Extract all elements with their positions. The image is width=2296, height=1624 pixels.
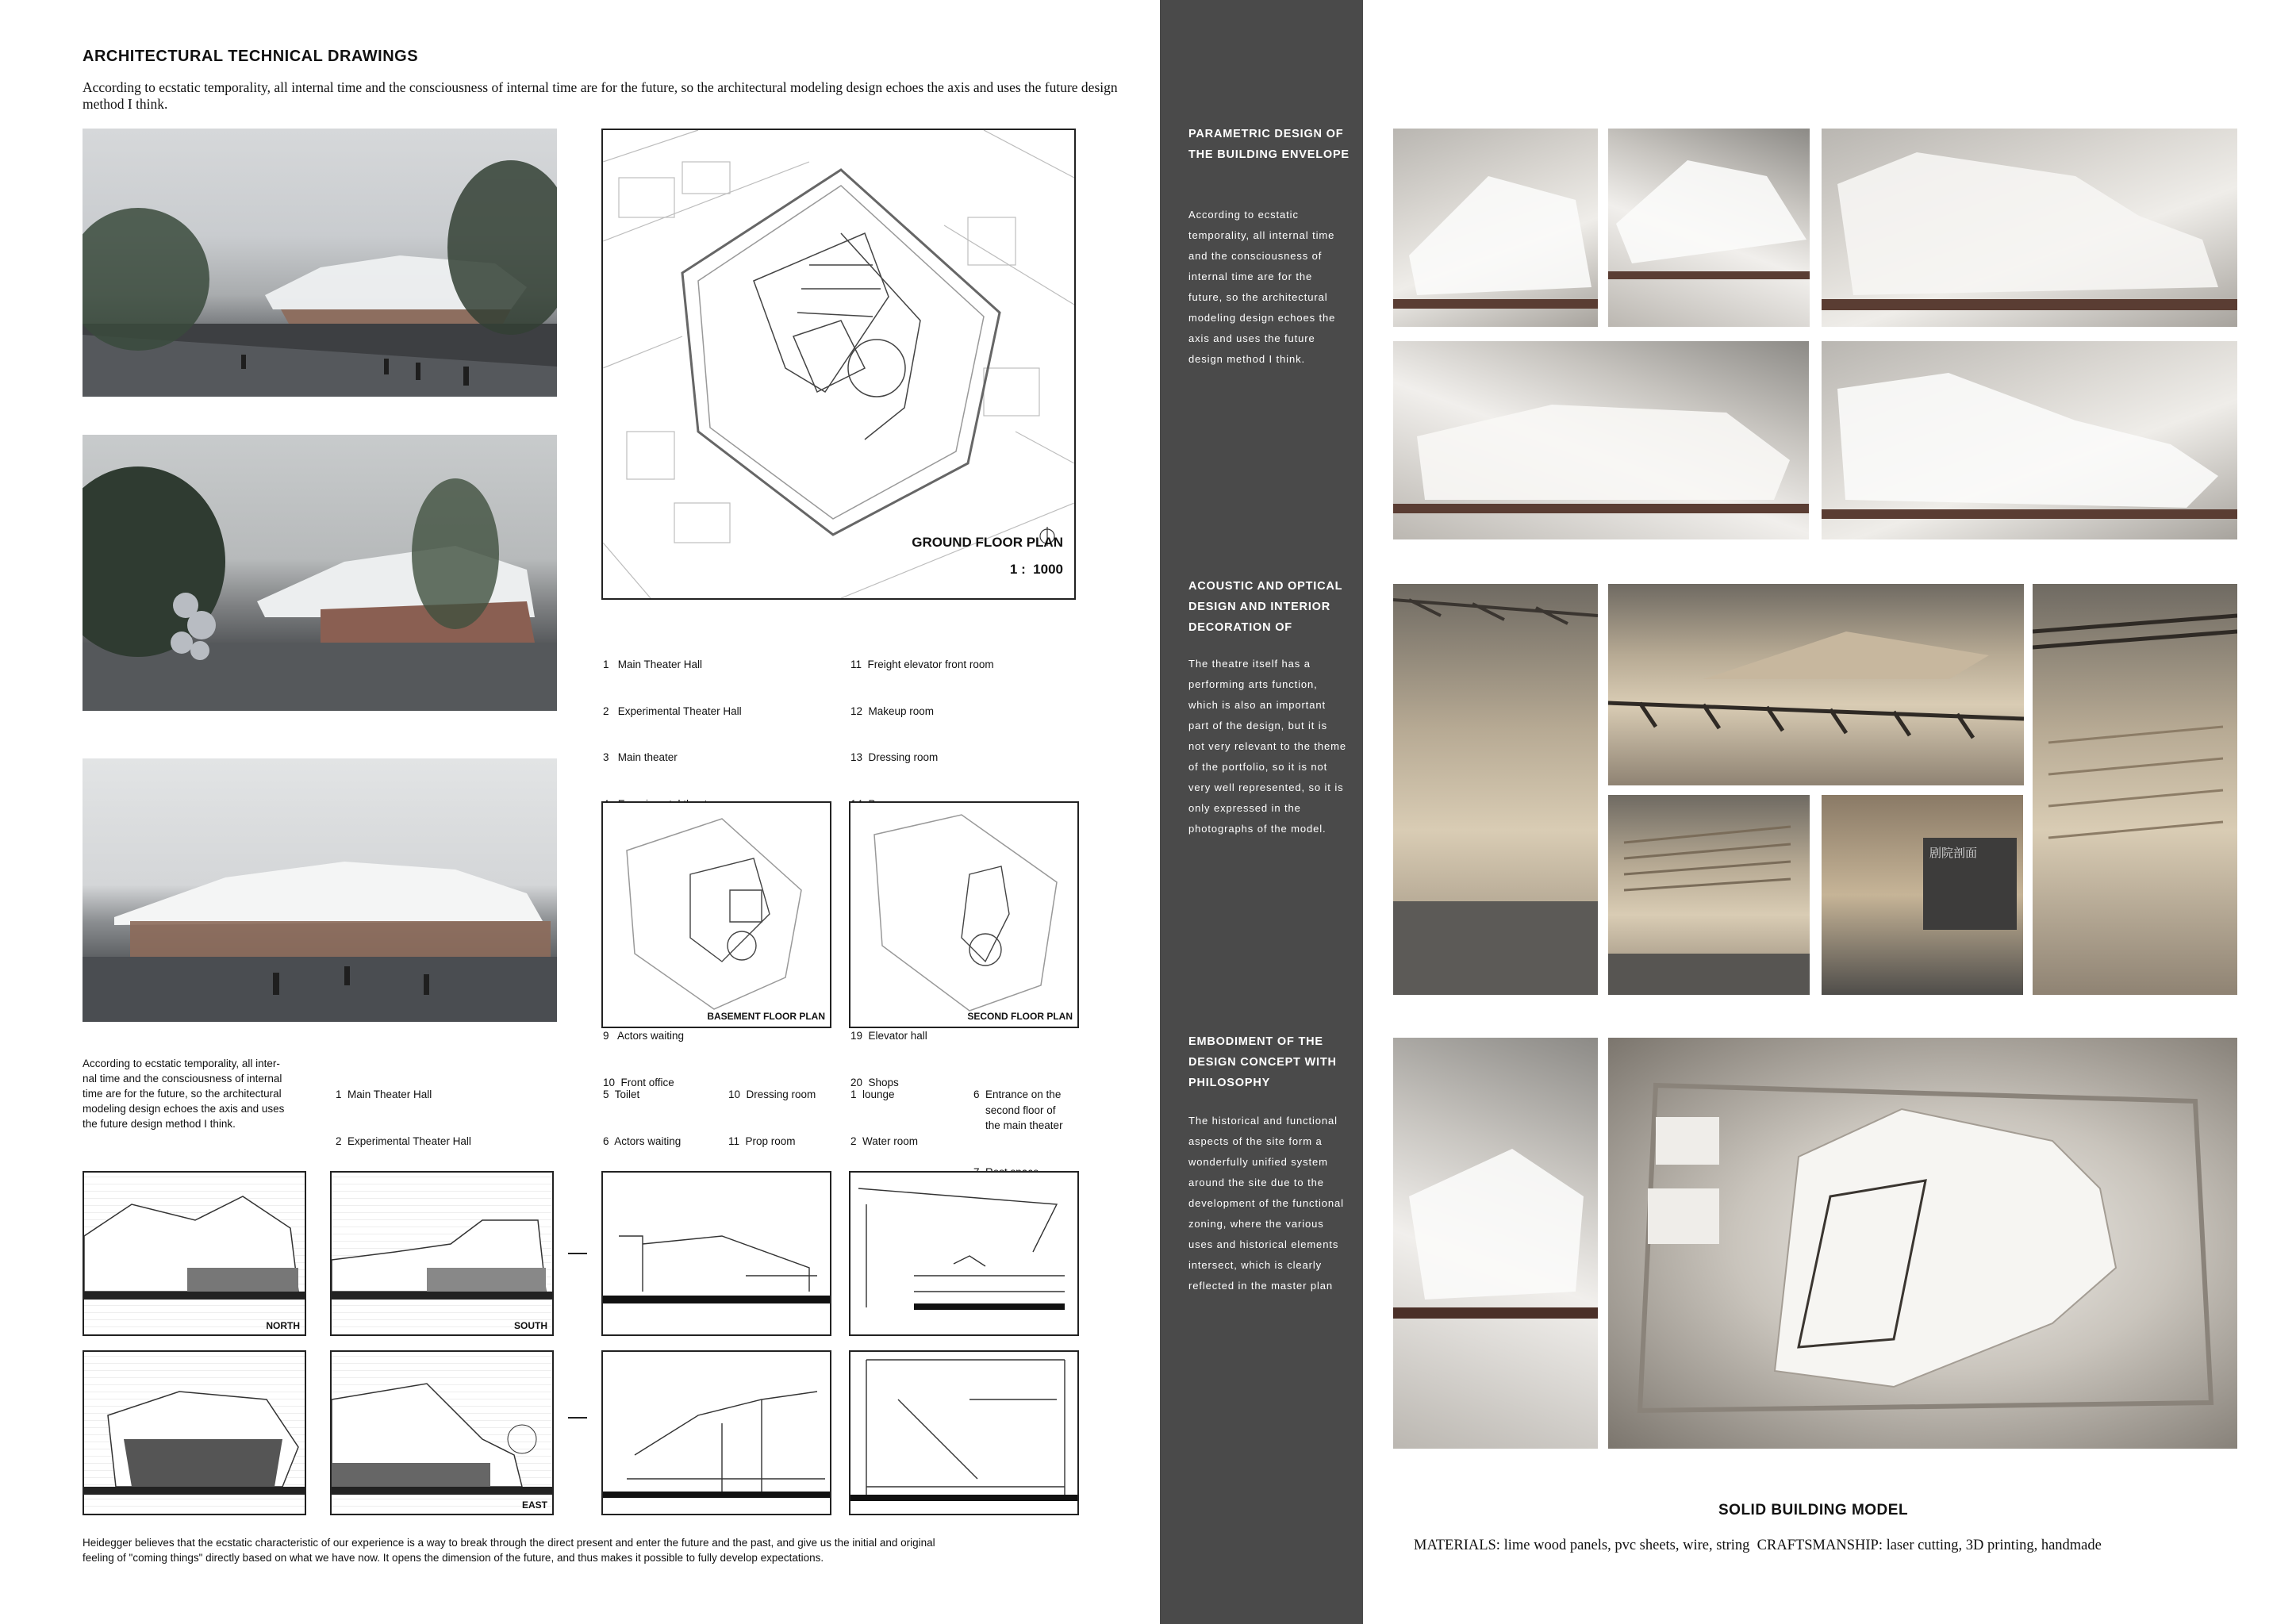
interior-photo-3 [1608, 795, 1810, 995]
model-photo-4 [1393, 341, 1809, 539]
legend-item: 6 Entrance on the second floor of the main theater [973, 1088, 1063, 1131]
section-c [601, 1350, 831, 1515]
west-elevation [83, 1350, 306, 1515]
section-a [601, 1171, 831, 1336]
model-photo-2 [1608, 129, 1810, 327]
south-elevation [330, 1171, 554, 1336]
legend-item: 3 Main theater [603, 751, 678, 763]
sidebar-text-parametric: According to ecstatic temporality, all internal time and the consciousness of internal time are for the future, so the architectural modeling design echoes the axis and uses the future design method I think. [1188, 209, 1336, 365]
legend-item: 10 Front office [603, 1076, 674, 1088]
render-image-2 [83, 435, 557, 711]
model-title: SOLID BUILDING MODEL [1718, 1502, 1909, 1518]
sidebar-title-embodiment: EMBODIMENT OF THE DESIGN CONCEPT WITH PHILOSOPHY [1188, 1035, 1337, 1089]
legend-item: 20 Shops [850, 1076, 899, 1088]
model-materials: MATERIALS: lime wood panels, pvc sheets, wire, string CRAFTSMANSHIP: laser cutting, 3D printing, handmade [1414, 1538, 2102, 1553]
legend-item: 11 Prop room [728, 1134, 796, 1147]
legend-item: 13 Dressing room [850, 751, 939, 763]
sidebar-title-acoustic: ACOUSTIC AND OPTICAL DESIGN AND INTERIOR DECORATION OF [1188, 580, 1343, 634]
model-photo-6 [1393, 1038, 1598, 1449]
legend-item: 2 Experimental Theater Hall [336, 1134, 471, 1147]
legend-item: 9 Actors waiting [603, 1030, 685, 1042]
site-plan-model-photo [1608, 1038, 2237, 1449]
sidebar-text-embodiment: The historical and functional aspects of the site form a wonderfully unified system around the site due to the development of the functional zoning, where the various uses and historical elements intersect, which is clearly reflected in the master plan [1188, 1115, 1344, 1292]
model-photo-5 [1822, 341, 2237, 539]
legend-item: 2 Water room [850, 1134, 919, 1147]
interior-photo-4 [1822, 795, 2023, 995]
interior-photo-1 [1393, 584, 1598, 995]
sidebar-text-acoustic: The theatre itself has a performing arts function, which is also an important part of the design, but it is not very relevant to the theme of the portfolio, so it is not very well represented, so it is only expressed in the photographs of the model. [1188, 658, 1346, 835]
legend-item: 1 lounge [850, 1088, 895, 1100]
east-elevation [330, 1350, 554, 1515]
legend-item: 6 Actors waiting [603, 1134, 682, 1147]
basement-plan-title: BASEMENT FLOOR PLAN [707, 1011, 825, 1022]
legend-item: 19 Elevator hall [850, 1030, 927, 1042]
legend-item: 2 Experimental Theater Hall [603, 705, 742, 717]
legend-item: 12 Makeup room [850, 705, 935, 717]
south-label: SOUTH [514, 1320, 547, 1331]
basement-floor-plan [601, 801, 831, 1028]
second-plan-title: SECOND FLOOR PLAN [967, 1011, 1073, 1022]
section-b [849, 1171, 1079, 1336]
page-title: ARCHITECTURAL TECHNICAL DRAWINGS [83, 48, 419, 65]
second-floor-plan [849, 801, 1079, 1028]
footer-quote: Heidegger believes that the ecstatic characteristic of our experience is a way to break through the direct present and enter the future and the past, and give us the initial and original feeling of "coming things" directly based on what we have now. It opens the dimension of the future, and thus makes it possible to fully develop expectations. [83, 1537, 935, 1564]
ground-plan-scale: 1 : 1000 [1009, 562, 1063, 577]
intro-text: According to ecstatic temporality, all internal time and the consciousness of internal time are for the future, so the architectural modeling design echoes the axis and uses the future design method I think. [83, 79, 1118, 112]
legend-item: 1 Main Theater Hall [336, 1088, 432, 1100]
interior-photo-2 [1608, 584, 2024, 785]
north-elevation [83, 1171, 306, 1336]
model-sign: 剧院剖面 [1923, 838, 2017, 930]
north-label: NORTH [266, 1320, 300, 1331]
left-caption: According to ecstatic temporality, all inter- nal time and the consciousness of internal time are for the future, so the architectural modeling design echoes the axis and uses the future design method I think. [83, 1058, 285, 1130]
ground-plan-title: GROUND FLOOR PLAN [912, 535, 1063, 550]
render-image-1 [83, 129, 557, 397]
model-photo-1 [1393, 129, 1598, 327]
east-label: EAST [521, 1499, 547, 1511]
ground-floor-plan [601, 129, 1076, 600]
sidebar-panel [1160, 0, 1363, 1624]
legend-item: 11 Freight elevator front room [850, 658, 994, 670]
legend-item: 1 Main Theater Hall [603, 658, 703, 670]
interior-photo-5 [2033, 584, 2237, 995]
legend-item: 5 Toilet [603, 1088, 640, 1100]
legend-item: 10 Dressing room [728, 1088, 816, 1100]
render-image-3 [83, 758, 557, 1022]
section-marker [568, 1253, 587, 1254]
section-marker [568, 1417, 587, 1419]
model-photo-3 [1822, 129, 2237, 327]
section-d [849, 1350, 1079, 1515]
sidebar-title-parametric: PARAMETRIC DESIGN OF THE BUILDING ENVELOPE [1188, 128, 1350, 161]
